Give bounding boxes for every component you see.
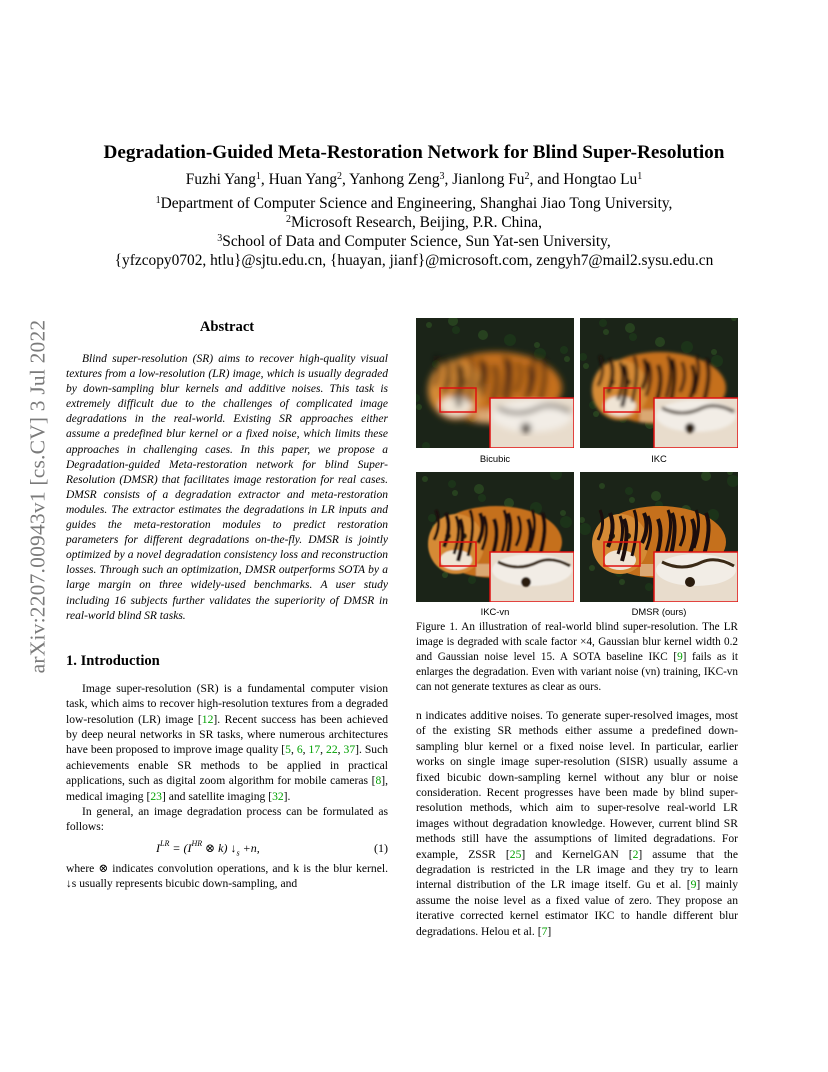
affiliation-text: School of Data and Computer Science, Sun Yat-sen University, — [222, 233, 611, 250]
affiliation-text: Department of Computer Science and Engineering, Shanghai Jiao Tong University, — [160, 195, 673, 212]
citation-link: 9 — [677, 651, 683, 663]
author-name: Hongtao Lu — [563, 171, 638, 188]
citation-link: 22 — [326, 743, 338, 757]
affiliation-marker: 2 — [286, 214, 292, 225]
author-name: Jianlong Fu — [452, 171, 525, 188]
intro-paragraph-2: In general, an image degradation process can be formulated as follows: — [66, 804, 388, 834]
right-column-text — [416, 708, 738, 939]
citation-link: 5 — [285, 743, 291, 757]
author-affiliation-marker: 2 — [524, 171, 530, 182]
author-affiliation-marker: 1 — [255, 171, 261, 182]
affiliation-text: Microsoft Research, Beijing, P.R. China, — [291, 214, 542, 231]
affiliations — [0, 194, 828, 270]
abstract-heading: Abstract — [199, 319, 255, 335]
figure-image-ikc — [580, 318, 738, 448]
citation-link: 25 — [509, 847, 522, 861]
equation-expression: $I^{LR} = (I^{HR}$ ⊗ k) $↓_s +n$, — [156, 838, 260, 858]
author-name: Fuzhi Yang — [185, 171, 256, 188]
figure-label-ikc-vn: IKC-vn — [480, 606, 510, 617]
figure-image-ikc-vn — [416, 472, 574, 602]
figure-label-dmsr: DMSR (ours) — [631, 606, 687, 617]
figure-label-bicubic: Bicubic — [479, 453, 511, 464]
author-name: Huan Yang — [268, 171, 338, 188]
author-name: Yanhong Zeng — [349, 171, 440, 188]
citation-link: 8 — [375, 774, 382, 788]
figure-1-caption: Figure 1. An illustration of real-world blind super-resolution. The LR image is degraded with scale factor ×4, Gaussian blur kernel width 0.2 and Gaussian noise level 15. A SOTA baseline IKC [9] fails as it enlarges the degradation. Even with variant noise (vn) training, IKC-vn can not generate textures as clear as ours. — [416, 621, 738, 693]
affiliation-line — [0, 251, 828, 270]
citation-link: 6 — [296, 743, 303, 757]
abstract-text: Blind super-resolution (SR) aims to recover high-quality visual textures from a low-resolution (LR) image, which is usually degraded by down-sampling blur kernels and additive noises. This task is extremely difficult due to the challenges of complicated image degradations in the real-world. Existing SR approaches either assume a predefined blur kernel or a fixed noise, which limits these approaches in challenging cases. In this paper, we propose a Degradation-guided Meta-restoration network for blind Super-Resolution (DMSR) that facilitates image restoration for real cases. DMSR consists of a degradation extractor and meta-restoration modules. The extractor estimates the degradations in LR inputs and guides the meta-restoration modules to predict restoration parameters for different degradations on-the-fly. DMSR is jointly optimized by a novel degradation consistency loss and reconstruction losses. Through such an optimization, DMSR outperforms SOTA by a large margin on three widely-used benchmarks. A user study including 16 subjects further validates the superiority of DMSR in real-world blind SR tasks. — [66, 353, 388, 622]
figure-image-dmsr — [580, 472, 738, 602]
left-column — [66, 318, 388, 892]
citation-link: 9 — [690, 878, 697, 892]
arxiv-stamp — [18, 296, 58, 696]
intro-paragraph-continued: n indicates additive noises. To generate super-resolved images, most of the existing SR methods either assume a predefined down-sampling blur kernel or a fixed noise level. In particular, earlier works on single image super-resolution (SISR) usually assume a fixed bicubic down-sampling kernel without any blur or noise consideration. Recent progresses have been made by blind super-resolution methods, which aim to super-resolve real-world LR images without degradation knowledge. However, current blind SR methods still have the assumptions of limited degradations. For example, ZSSR [25] and KernelGAN [2] assume that the degradation is restricted in the LR image and they try to learn internal distribution of the LR image itself. Gu et al. [9] mainly assume the noise level as a fixed value of zero. They propose an iterative corrected kernel estimator IKC to handle different blur degradations. Helou et al. [7] — [416, 709, 738, 938]
intro-paragraph-1: Image super-resolution (SR) is a fundamental computer vision task, which aims to recover high-resolution textures from a degraded low-resolution (LR) image [12]. Recent success has been achieved by deep neural networks in SR tasks, where numerous architectures have been proposed to improve image quality [5, 6, 17, 22, 37]. Such achievements enable SR methods to be applied in practical applications, such as digital zoom algorithm for mobile cameras [8], medical imaging [23] and satellite imaging [32]. — [66, 681, 389, 803]
intro-paragraph-3: where ⊗ indicates convolution operations, and k is the blur kernel. ↓s usually represents bicubic down-sampling, and — [66, 861, 388, 891]
paper-title: Degradation-Guided Meta-Restoration Network for Blind Super-Resolution — [103, 142, 725, 163]
abstract — [66, 352, 388, 624]
figure-image-bicubic — [416, 318, 574, 448]
citation-link: 12 — [201, 712, 214, 726]
arxiv-id: arXiv:2207.00943v1 [cs.CV] 3 Jul 2022 — [25, 319, 50, 673]
author-list: Fuzhi Yang$^1$, Huan Yang$^2$, Yanhong Zeng$^3$, Jianlong Fu$^2$, and Hongtao Lu$^1$ — [185, 171, 643, 188]
equation-number: (1) — [374, 840, 388, 855]
citation-link: 23 — [150, 789, 162, 803]
affiliation-marker: 1 — [155, 195, 161, 206]
affiliation-line — [0, 232, 828, 251]
affiliation-marker: 3 — [217, 233, 223, 244]
equation-1 — [66, 837, 388, 861]
author-affiliation-marker: 2 — [337, 171, 343, 182]
affiliation-line — [0, 194, 828, 213]
citation-link: 2 — [632, 847, 639, 861]
section-heading-introduction: 1. Introduction — [66, 652, 160, 669]
author-affiliation-marker: 1 — [637, 171, 643, 182]
figure-label-ikc: IKC — [651, 453, 667, 464]
author-affiliation-marker: 3 — [439, 171, 445, 182]
citation-link: 37 — [343, 743, 356, 757]
citation-link: 32 — [272, 789, 284, 803]
affiliation-line — [0, 213, 828, 232]
citation-link: 17 — [308, 743, 321, 757]
figure-1 — [416, 318, 738, 618]
affiliation-text: {yfzcopy0702, htlu}@sjtu.edu.cn, {huayan, jianf}@microsoft.com, zengyh7@mail2.sysu.edu.cn — [114, 252, 714, 269]
citation-link: 7 — [541, 924, 548, 938]
